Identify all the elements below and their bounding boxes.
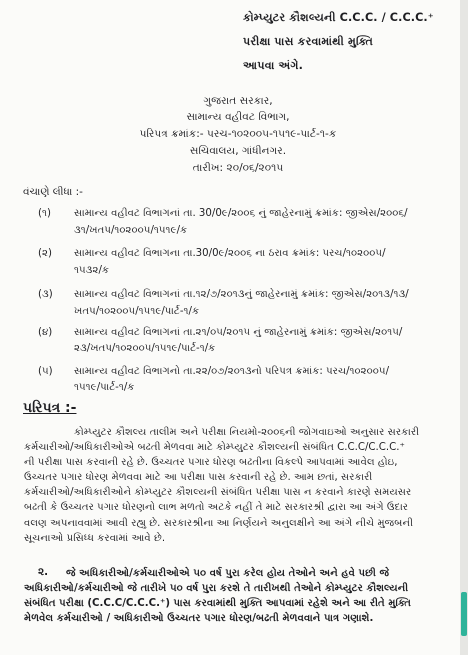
- reference-1-number: (૧): [38, 208, 51, 219]
- office-secretariat: સચિવાલય, ગાંધીનગર.: [189, 145, 287, 157]
- office-date: તારીખ: ૨૦/૦૬/૨૦૧૫: [192, 162, 284, 174]
- paragraph-2-line: સંબંધિત પરીક્ષા (C.C.C/C.C.C.⁺) પાસ કરવામાંથી મુક્તિ આપવામાં રહેશે અને આ રીતે મુક્તિ: [24, 598, 412, 610]
- paragraph-1-line: વલણ અપનાવવામાં આવી રહ્યુ છે. સરકારશ્રીના આ નિર્ણયને અનુલક્ષીને આ અંગે નીચે મુજબની: [24, 517, 413, 529]
- window-edge: [460, 0, 468, 655]
- paragraph-1: [24, 425, 452, 546]
- circular-heading: પરિપત્ર :-: [23, 400, 77, 416]
- paragraph-2-line: જે અધિકારીઓ/કર્મચારીઓએ ૫૦ વર્ષ પુરા કરેલ હોય તેઓને અને હવે પછી જે: [66, 568, 390, 579]
- subject-line-3: આપવા અંગે.: [243, 59, 304, 72]
- reference-1-line-2: ૩૧/ખતપ/૧૦૨૦૦૫/૧૫૧૯/ક: [74, 225, 188, 236]
- paragraph-1-line: કર્મચારીઓ/અધિકારીઓને કોમ્પ્યુટર કૌશલ્યની સંબંધિત પરીક્ષા પાસ ન કરવાને કારણે સમયસર: [24, 487, 412, 499]
- reference-2-line-1: સામાન્ય વહીવટ વિભાગના તા.30/0૯/૨૦૦૬ ના ઠરાવ ક્રમાંક: પરચ/૧૦૨૦૦૫/: [74, 248, 386, 259]
- paragraph-1-line: બઢતી કે ઉચ્ચતર પગાર ધોરણનો લાભ મળતો અટકે નહીં તે માટે સરકારશ્રી દ્વારા આ અંગે ઉદાર: [24, 502, 409, 514]
- paragraph-1-line: ઉચ્ચતર પગાર ધોરણ મેળવવા માટે આ પરીક્ષા પાસ કરવાની રહે છે. આમ છતાં, સરકારી: [24, 472, 373, 484]
- paragraph-1-line: ની પરીક્ષા પાસ કરવાની રહે છે. ઉચ્ચતર પગાર ધોરણ બઢતીના વિકલ્પે આપવામાં આવેલ હોઇ,: [24, 457, 398, 469]
- reference-4-line-1: સામાન્ય વહીવટ વિભાગનાં તા.૨૧/૦૫/૨૦૧૫ નું જાહેરનામું ક્રમાંક: જીએસ/૨૦૧૫/: [74, 327, 403, 338]
- office-circular-number: પરિપત્ર ક્રમાંક:- પરચ-૧૦૨૦૦૫-૧૫૧૯-પાર્ટ-૧-ક: [139, 128, 337, 140]
- paragraph-2: [24, 566, 452, 626]
- reference-3-number: (૩): [38, 289, 53, 300]
- scroll-marker[interactable]: [461, 592, 467, 636]
- reference-2-line-2: ૧૫૩૨/ક: [74, 265, 110, 276]
- reference-5-line-1: સામાન્ય વહીવટ વિભાગનો તા.૨૨/૦૭/૨૦૧૩નો પરિપત્ર ક્રમાંક: પરચ/૧૦૨૦૦૫/: [74, 366, 390, 377]
- reference-4-number: (૪): [38, 327, 53, 338]
- reference-5-line-2: ૧૫૧૯/પાર્ટ-૧/ક: [74, 382, 135, 393]
- office-government: ગુજરાત સરકાર,: [203, 95, 273, 107]
- paragraph-1-line: સૂચનાઓ પ્રસિધ્ધ કરવામાં આવે છે.: [24, 532, 166, 544]
- paragraph-2-line: મેળવેલ કર્મચારીઓ / અધિકારીઓ ઉચ્ચતર પગાર ધોરણ/બઢતી મેળવવાને પાત્ર ગણાશે.: [24, 613, 374, 625]
- paragraph-2-number: ૨.: [38, 566, 49, 578]
- office-department: સામાન્ય વહીવટ વિભાગ,: [186, 111, 290, 123]
- reference-4-line-2: ૨૩/ખતપ/૧૦૨૦૦૫/૧૫૧૯/પાર્ટ-૧/ક: [74, 343, 216, 354]
- reference-5-number: (૫): [38, 366, 53, 377]
- paragraph-1-line: કોમ્પ્યુટર કૌશલ્ય તાલીમ અને પરીક્ષા નિયમો-૨૦૦૬ની જોગવાઇઓ અનુસાર સરકારી: [74, 427, 420, 438]
- reference-3-line-2: ખતપ/૧૦૨૦૦૫/૧૫૧૯/પાર્ટ-૧/ક: [74, 306, 200, 317]
- reference-1-line-1: સામાન્ય વહીવટ વિભાગનાં તા. 30/0૯/૨૦૦૬ નું જાહેરનામું ક્રમાંક: જીએસ/૨૦૦૬/: [74, 208, 408, 219]
- subject-line-1: કોમ્પ્યુટર કૌશલ્યની C.C.C. / C.C.C.⁺: [243, 11, 434, 24]
- reference-3-line-1: સામાન્ય વહીવટ વિભાગનાં તા.૧૨/૭/૨૦૧૩નું જાહેરનામું ક્રમાંક: જીએસ/૨૦૧૩/૧૩/: [74, 289, 409, 300]
- reference-2-number: (૨): [38, 248, 52, 259]
- paragraph-1-line: કર્મચારીઓ/અધિકારીઓએ બઢતી મેળવવા માટે કોમ્પ્યુટર કૌશલ્યની સંબંધિત C.C.C/C.C.C.⁺: [24, 442, 405, 454]
- paragraph-2-line: અધિકારીઓ/કર્મચારીઓ જે તારીખે ૫૦ વર્ષ પુરા કરશે તે તારીખથી તેઓને કોમ્પ્યુટર કૌશલ્યની: [24, 583, 409, 595]
- subject-line-2: પરીક્ષા પાસ કરવામાંથી મુક્તિ: [243, 35, 374, 48]
- read-label: વંચાણે લીધા :-: [23, 186, 83, 198]
